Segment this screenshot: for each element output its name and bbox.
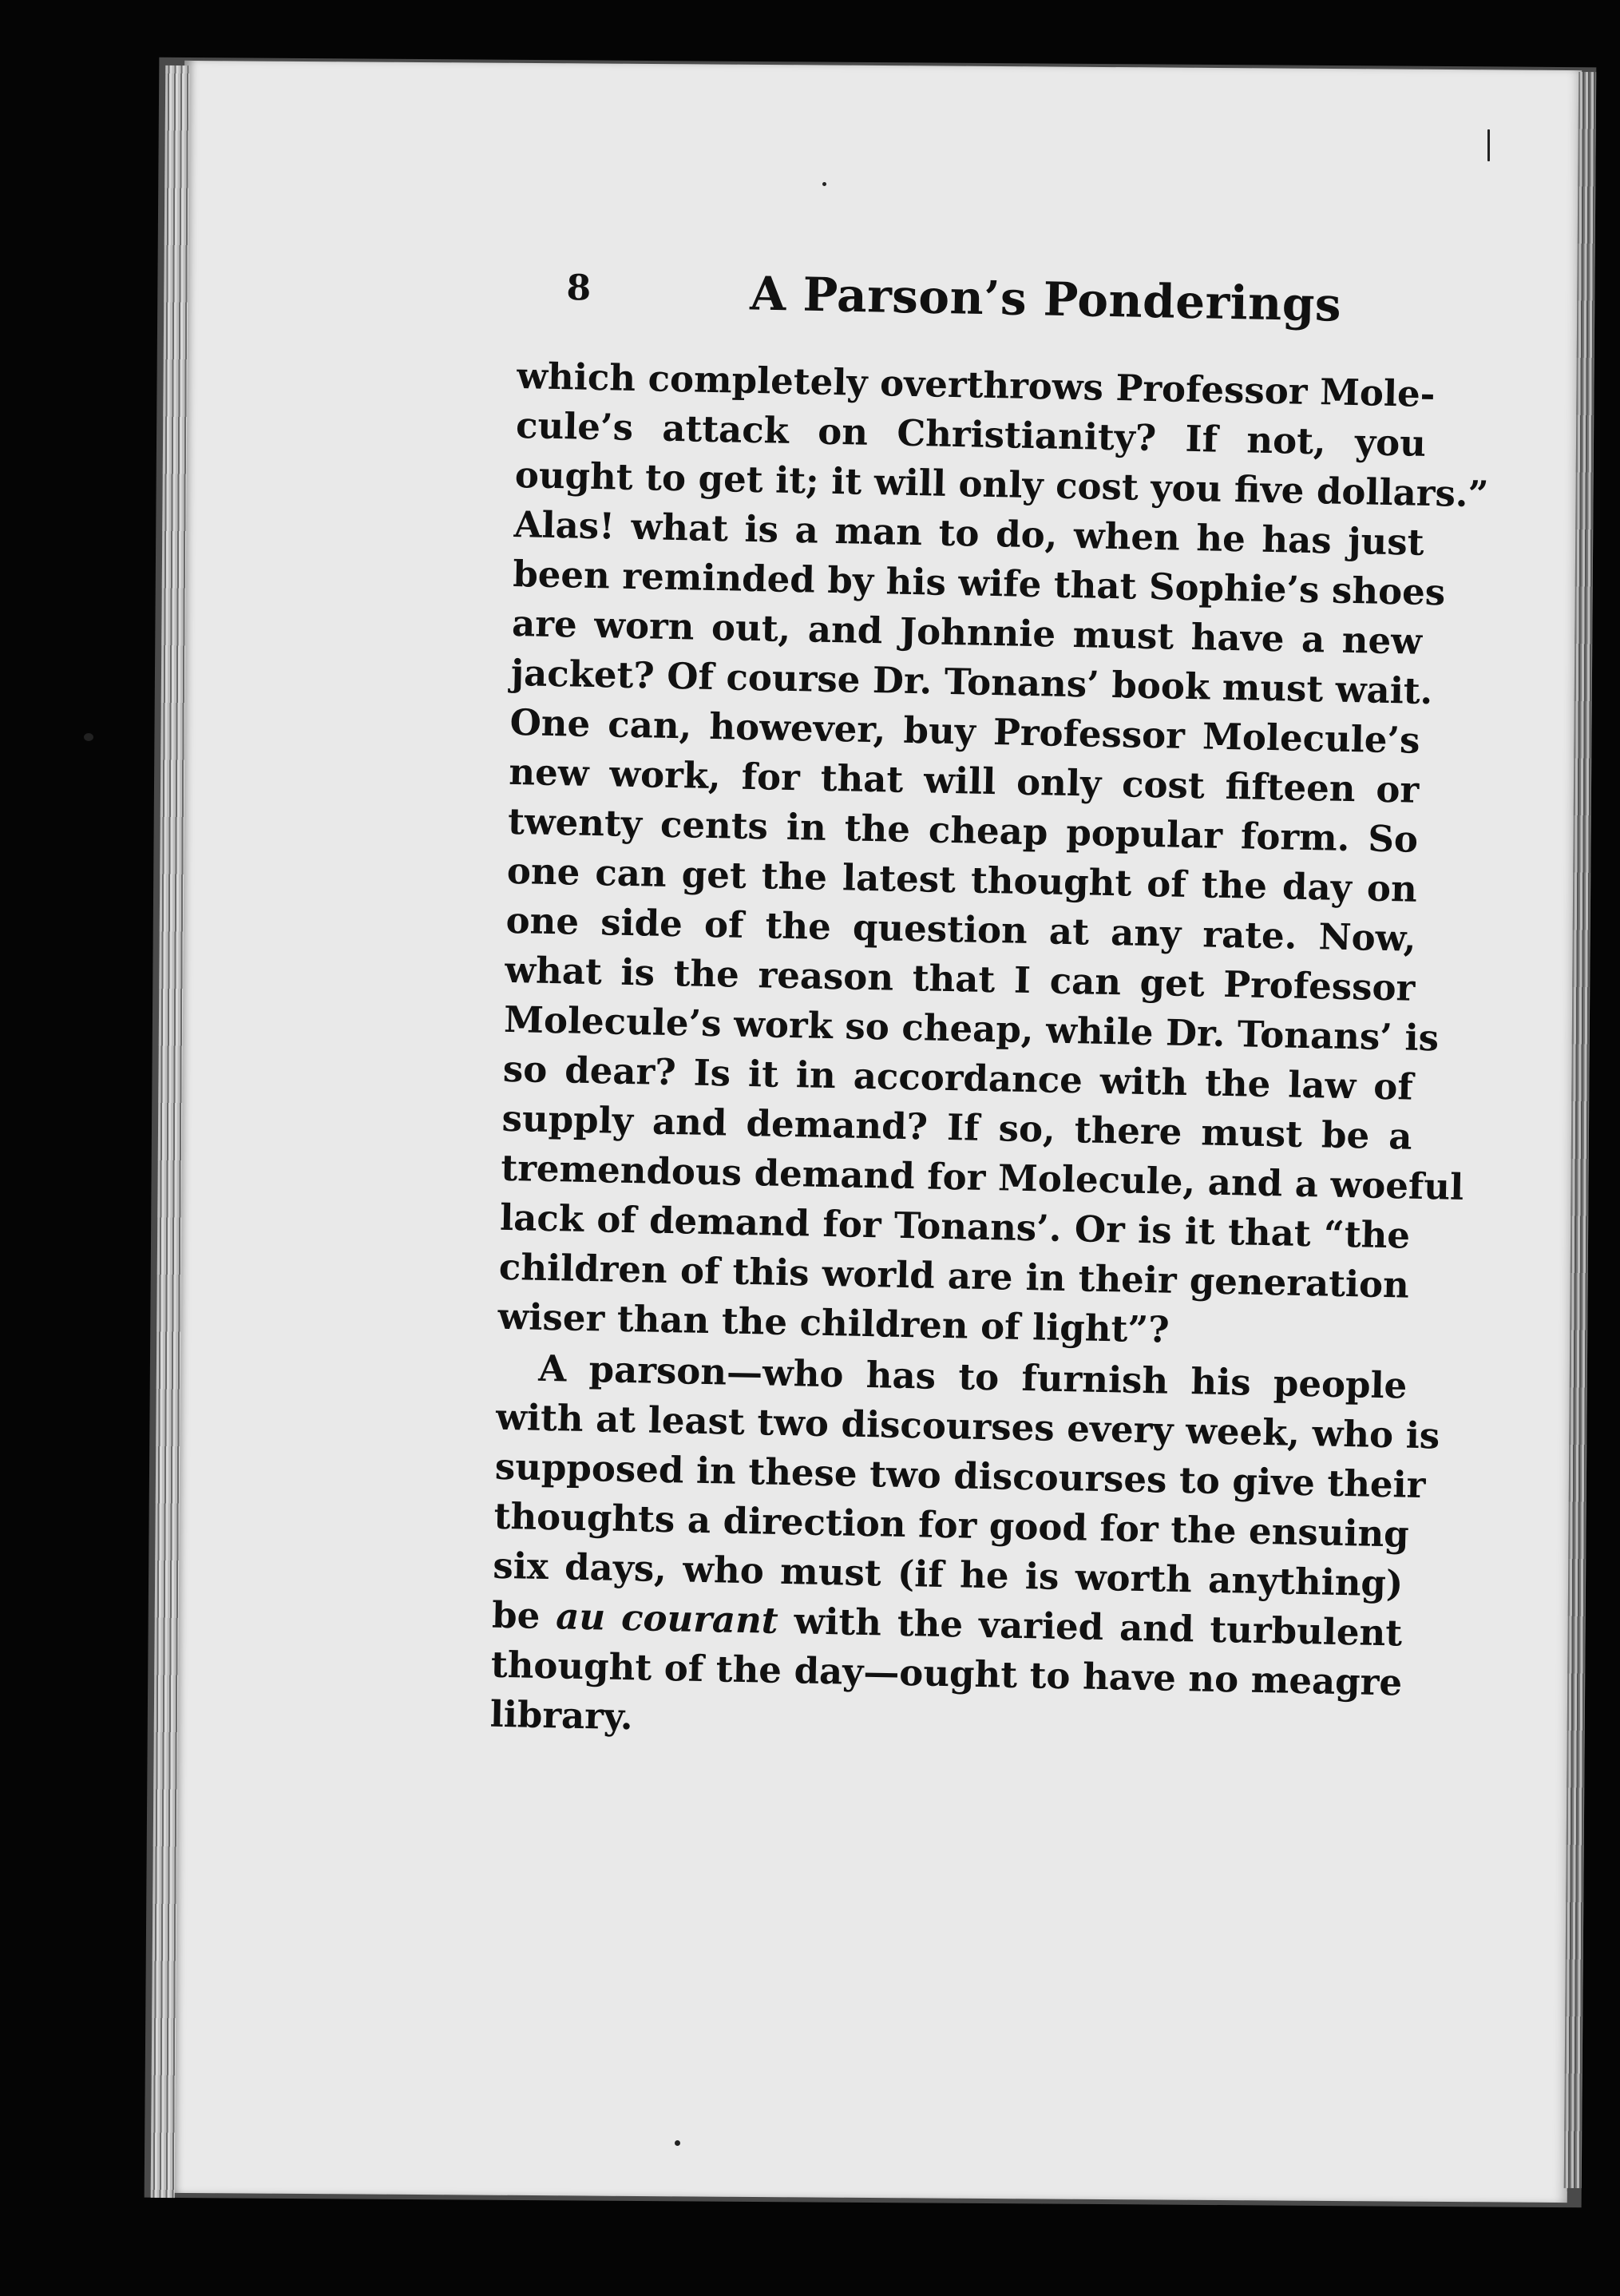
body-text [489, 351, 1489, 1758]
text-line: cule’s attack on Christianity? If not, you [515, 403, 1427, 465]
text-line: new work, for that will only cost fifteen or [508, 750, 1420, 811]
text-line: library. [489, 1692, 634, 1739]
text-line: been reminded by his wife that Sophie’s shoes [512, 552, 1446, 614]
italic-phrase: au courant [555, 1595, 779, 1642]
text-line: jacket? Of course Dr. Tonans’ book must wait. [510, 651, 1433, 713]
text-line: tremendous demand for Molecule, and a woeful [500, 1146, 1464, 1208]
text-line: Molecule’s work so cheap, while Dr. Tonans’ is [503, 997, 1440, 1060]
text-line: wiser than the children of light”? [497, 1295, 1170, 1351]
text-line: one side of the question at any rate. Now, [505, 898, 1417, 960]
scan-mark [1487, 129, 1490, 161]
text-line: are worn out, and Johnnie must have a new [511, 601, 1423, 663]
text-line: thought of the day—ought to have no meagre [490, 1643, 1403, 1704]
text-line: which completely overthrows Professor Mole- [516, 354, 1436, 416]
scan-speck [822, 182, 826, 186]
text-line: supply and demand? If so, there must be a [501, 1096, 1413, 1158]
text-line: supposed in these two discourses to give their [494, 1445, 1426, 1507]
text-line: one can get the latest thought of the day on [506, 849, 1418, 910]
scan-speck [84, 733, 93, 741]
text-line: twenty cents in the cheap popular form. So [507, 799, 1419, 861]
text-line: Alas! what is a man to do, when he has just [513, 502, 1424, 564]
text-line: One can, however, buy Professor Molecule’s [509, 700, 1420, 762]
text-line: thoughts a direction for good for the ensuing [493, 1494, 1410, 1556]
paragraph-2 [489, 1343, 1440, 1758]
running-title: A Parson’s Ponderings [749, 266, 1342, 332]
paragraph-1 [497, 351, 1489, 1360]
text-line: children of this world are in their generation [498, 1245, 1410, 1307]
text-line: lack of demand for Tonans’. Or is it that “the [499, 1196, 1411, 1257]
text-line: be au courant with the varied and turbulent [491, 1593, 1403, 1655]
text-line: six days, who must (if he is worth anything) [492, 1544, 1404, 1605]
text-line: with at least two discourses every week, who is [495, 1395, 1440, 1457]
text-line: so dear? Is it in accordance with the law of [502, 1047, 1414, 1108]
scan-speck [675, 2140, 680, 2146]
text-line: what is the reason that I can get Professor [504, 948, 1416, 1009]
text-line: A parson—who has to furnish his people [537, 1346, 1408, 1407]
page-number: 8 [566, 268, 592, 309]
text-line: ought to get it; it will only cost you five dollars.” [514, 453, 1489, 516]
